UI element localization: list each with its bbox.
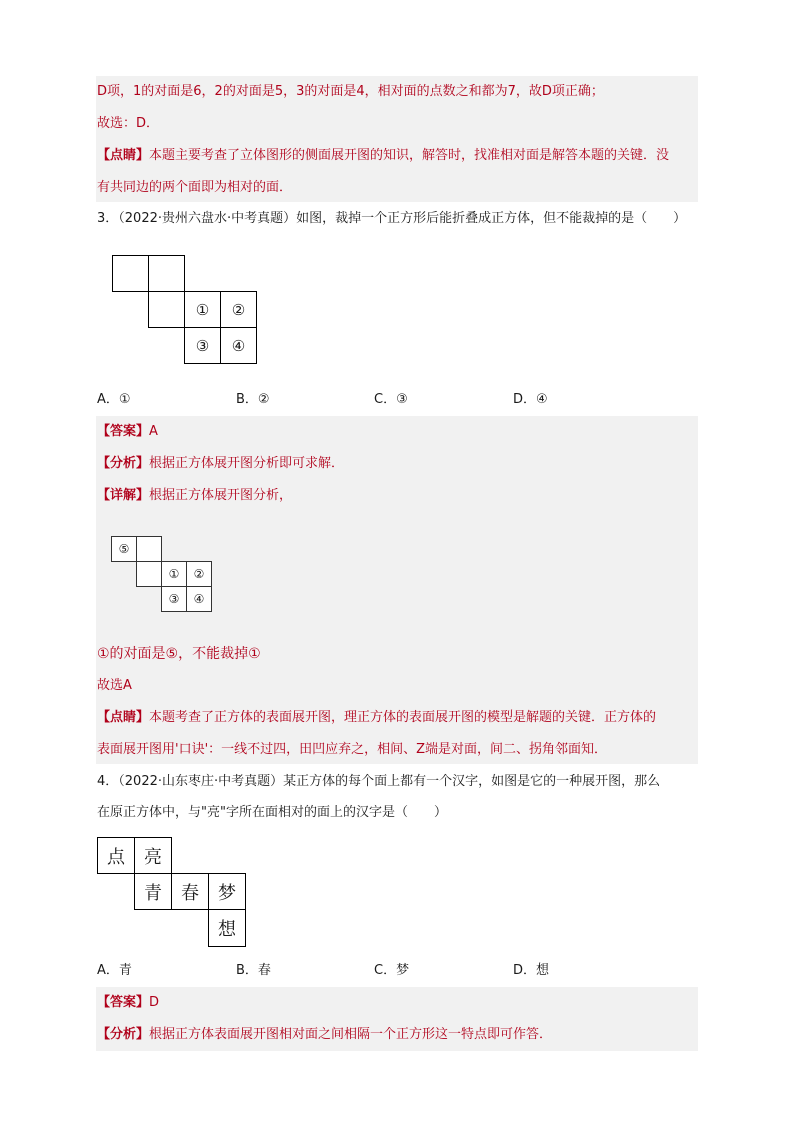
q4-cell-dian: 点 <box>97 837 135 874</box>
q4-cell-meng: 梦 <box>208 873 246 910</box>
analysis-text: 根据正方体展开图分析即可求解． <box>149 456 345 471</box>
analysis-text: 根据正方体表面展开图相对面之间相隔一个正方形这一特点即可作答． <box>149 1027 553 1042</box>
q3-option-b: B．② <box>236 392 270 407</box>
analysis-tag: 【分析】 <box>97 1027 150 1042</box>
q3-detail-cell <box>136 561 162 587</box>
q3-detail <box>97 486 292 506</box>
q4-cell-xiang: 想 <box>208 909 246 947</box>
detail-text: 根据正方体展开图分析， <box>149 488 293 503</box>
q3-detail-cell-3: ③ <box>161 586 187 612</box>
q3-analysis <box>97 454 344 474</box>
answer-value: A <box>149 424 158 439</box>
q3-option-d: D．④ <box>513 392 548 407</box>
q3-detail-cell-2: ② <box>186 561 212 587</box>
q4-question-1: 4．（2022·山东枣庄·中考真题）某正方体的每个面上都有一个汉字，如图是它的一种展开图，那么 <box>97 774 661 789</box>
analysis-tag: 【分析】 <box>97 456 150 471</box>
q4-option-c: C．梦 <box>374 963 410 978</box>
q3-dianjing-1 <box>97 708 656 728</box>
q4-option-b: B．春 <box>236 963 271 978</box>
prev-d-line: D项，1的对面是6，2的对面是5，3的对面是4，相对面的点数之和都为7，故D项正确； <box>97 84 604 99</box>
q3-detail-cell-4: ④ <box>186 586 212 612</box>
dianjing-tag: 【点睛】 <box>97 148 150 163</box>
q3-cell-3: ③ <box>184 327 221 364</box>
prev-choose: 故选：D． <box>97 116 160 131</box>
q3-option-c: C．③ <box>374 392 408 407</box>
q3-cell-1: ① <box>184 291 221 328</box>
q3-conclusion: ①的对面是⑤，不能裁掉① <box>97 646 261 662</box>
q3-detail-cell-1: ① <box>161 561 187 587</box>
prev-dianjing-2: 有共同边的两个面即为相对的面． <box>97 180 293 195</box>
q3-dianjing-2: 表面展开图用'口诀'：一线不过四，田凹应弃之，相间、Z端是对面，间二、拐角邻面知． <box>97 742 608 757</box>
q3-option-a: A．① <box>97 392 131 407</box>
q3-detail-cell-5: ⑤ <box>111 536 137 562</box>
q3-choose: 故选A <box>97 678 132 693</box>
q3-cell <box>112 255 149 292</box>
q3-cell-4: ④ <box>220 327 257 364</box>
answer-value: D <box>149 995 160 1010</box>
detail-tag: 【详解】 <box>97 488 150 503</box>
prev-dianjing-1 <box>97 146 669 166</box>
answer-tag: 【答案】 <box>97 424 150 439</box>
q4-cell-qing: 青 <box>134 873 172 910</box>
q4-question-2: 在原正方体中，与"亮"字所在面相对的面上的汉字是（ ） <box>97 805 447 820</box>
q4-cell-chun: 春 <box>171 873 209 910</box>
q3-answer <box>97 422 158 442</box>
q4-option-d: D．想 <box>513 963 550 978</box>
dianjing-text: 本题考查了正方体的表面展开图，理正方体的表面展开图的模型是解题的关键．正方体的 <box>149 710 657 725</box>
q4-cell-liang: 亮 <box>134 837 172 874</box>
q3-cell <box>148 255 185 292</box>
dianjing-tag: 【点睛】 <box>97 710 150 725</box>
q4-analysis <box>97 1025 552 1045</box>
q3-question: 3．（2022·贵州六盘水·中考真题）如图，裁掉一个正方形后能折叠成正方体，但不能裁掉的是（ ） <box>97 211 687 226</box>
q4-option-a: A．青 <box>97 963 132 978</box>
answer-tag: 【答案】 <box>97 995 150 1010</box>
dianjing-text: 本题主要考查了立体图形的侧面展开图的知识，解答时，找准相对面是解答本题的关键．没 <box>149 148 670 163</box>
q3-cell <box>148 291 185 328</box>
q3-cell-2: ② <box>220 291 257 328</box>
q3-detail-cell <box>136 536 162 562</box>
q4-answer <box>97 993 159 1013</box>
